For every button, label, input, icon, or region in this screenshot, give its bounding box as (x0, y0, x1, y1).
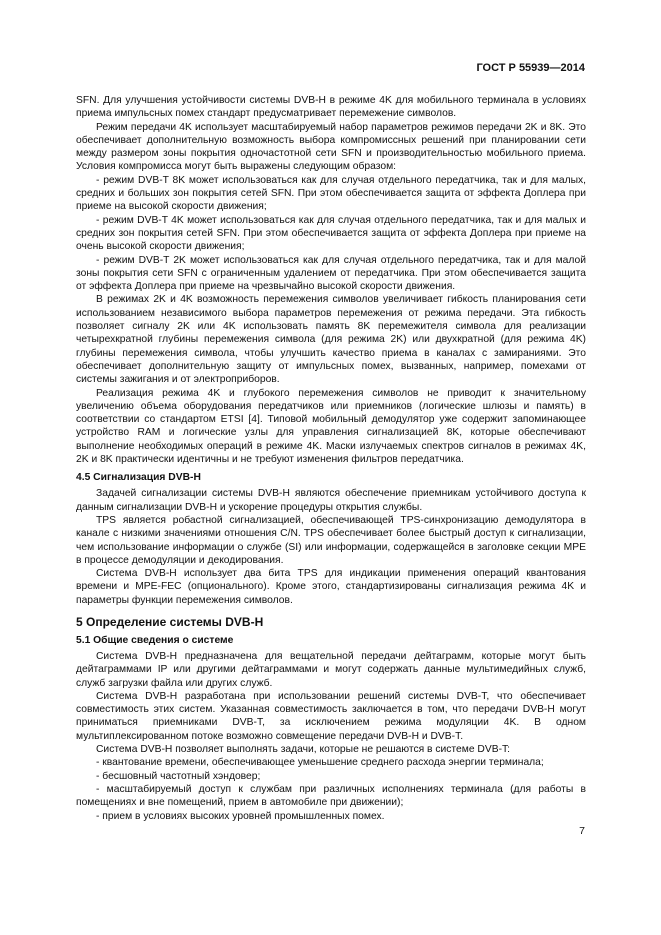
paragraph: Система DVB-H позволяет выполнять задачи, которые не решаются в системе DVB-T: (96, 744, 511, 756)
paragraph: Реализация режима 4K и глубокого перемежения символов не приводит к значительному увеличению объема оборудования передатчиков или приемников (логические шлюзы и память) в соответствии со стандартом ETSI [4]. Типовой мобильный демодулятор уже содержит запоминающее устройство RAM и логические узлы для управления сигнализацией 8K, которые обеспечивают выполнение необходимых операций в режиме 4K. Маски излучаемых спектров сигналов в режимах 4K, 2K и 8K практически идентичны и не требуют изменения фильтров передатчика. (76, 387, 586, 466)
page-number: 7 (579, 825, 585, 837)
paragraph: Режим передачи 4K использует масштабируемый набор параметров режимов передачи 2K и 8K. Это обеспечивает дополнительную возможность выбора компромиссных решений при планировании сети между размером зоны покрытия одночастотной сети SFN и производительностью мобильного приема. Условия компромисса могут быть выражены следующим образом: (76, 121, 586, 173)
document-header: ГОСТ Р 55939—2014 (476, 62, 585, 74)
section-heading-5: 5 Определение системы DVB-H (76, 614, 264, 629)
paragraph: В режимах 2K и 4K возможность перемежения символов увеличивает гибкость планирования сети использованием независимого выбора параметров перемежения от режима передачи. Эта гибкость позволяет сигналу 2K или 4K использовать память 8K перемежителя символа для реализации четырехкратной глубины перемежения символа (для режима 2K) или двухкратной (для режима 4K) глубины перемежения символа, чтобы улучшить качество приема в каналах с замираниями. Это обеспечивает дополнительную защиту от импульсных помех, вызванных, например, помехами от системы зажигания и от электроприборов. (76, 294, 586, 386)
list-item: - режим DVB-T 2K может использоваться как для случая отдельного передатчика, так и для малой зоны покрытия сети SFN с ограниченным удалением от передатчика. При этом обеспечивается защита от эффекта Доплера при приеме на чрезвычайно высокой скорости движения. (76, 254, 586, 293)
paragraph: Система DVB-H разработана при использовании решений системы DVB-T, что обеспечивает совместимость этих систем. Указанная совместимость заключается в том, что передачи DVB-H могут приниматься приемниками DVB-T, за исключением режима модуляции 4K. В одном мультиплексированном потоке возможно совмещение передачи DVB-H и DVB-T. (76, 690, 586, 742)
list-item: - квантование времени, обеспечивающее уменьшение среднего расхода энергии терминала; (96, 757, 544, 769)
section-heading-4-5: 4.5 Сигнализация DVB-H (76, 472, 201, 484)
list-item: - масштабируемый доступ к службам при различных исполнениях терминала (для работы в помещениях и вне помещений, прием в автомобиле при движении); (76, 783, 586, 809)
document-body (76, 94, 586, 823)
section-heading-5-1: 5.1 Общие сведения о системе (76, 634, 234, 646)
paragraph: Система DVB-H использует два бита TPS для индикации применения операций квантования времени и MPE-FEC (опционального). Кроме этого, стандартизированы сигнализация режима 4K и параметры функции перемежения символов. (76, 568, 586, 606)
paragraph: TPS является робастной сигнализацией, обеспечивающей TPS-синхронизацию демодулятора в канале с низкими значениями отношения C/N. TPS обеспечивает более быстрый доступ к сигнализации, чем использование информации о службе (SI) или информации, содержащейся в заголовке секции MPE в процессе демодуляции и декодирования. (76, 514, 586, 566)
paragraph: SFN. Для улучшения устойчивости системы DVB-H в режиме 4K для мобильного терминала в условиях приема импульсных помех стандарт предусматривает перемежение символов. (76, 95, 586, 120)
list-item: - режим DVB-T 8K может использоваться как для случая отдельного передатчика, так и для малых, средних и больших зон покрытия сетей SFN. При этом обеспечивается защита от эффекта Доплера при приеме на высокой скорости движения; (76, 174, 586, 213)
list-item: - бесшовный частотный хэндовер; (96, 770, 261, 782)
list-item: - режим DVB-T 4K может использоваться как для случая отдельного передатчика, так и для малых и средних зон покрытия сетей SFN. При этом обеспечивается защита от эффекта Доплера при приеме на очень высокой скорости движения; (76, 214, 586, 253)
paragraph: Система DVB-H предназначена для вещательной передачи дейтаграмм, которые могут быть дейтаграммами IP или другими дейтаграммами и могут содержать данные мультимедийных служб, служб загрузки файла или других служб. (76, 650, 586, 689)
list-item: - прием в условиях высоких уровней промышленных помех. (96, 810, 385, 822)
paragraph: Задачей сигнализации системы DVB-H являются обеспечение приемникам устойчивого доступа к данным сигнализации DVB-H и ускорение процедуры открытия службы. (76, 488, 586, 513)
